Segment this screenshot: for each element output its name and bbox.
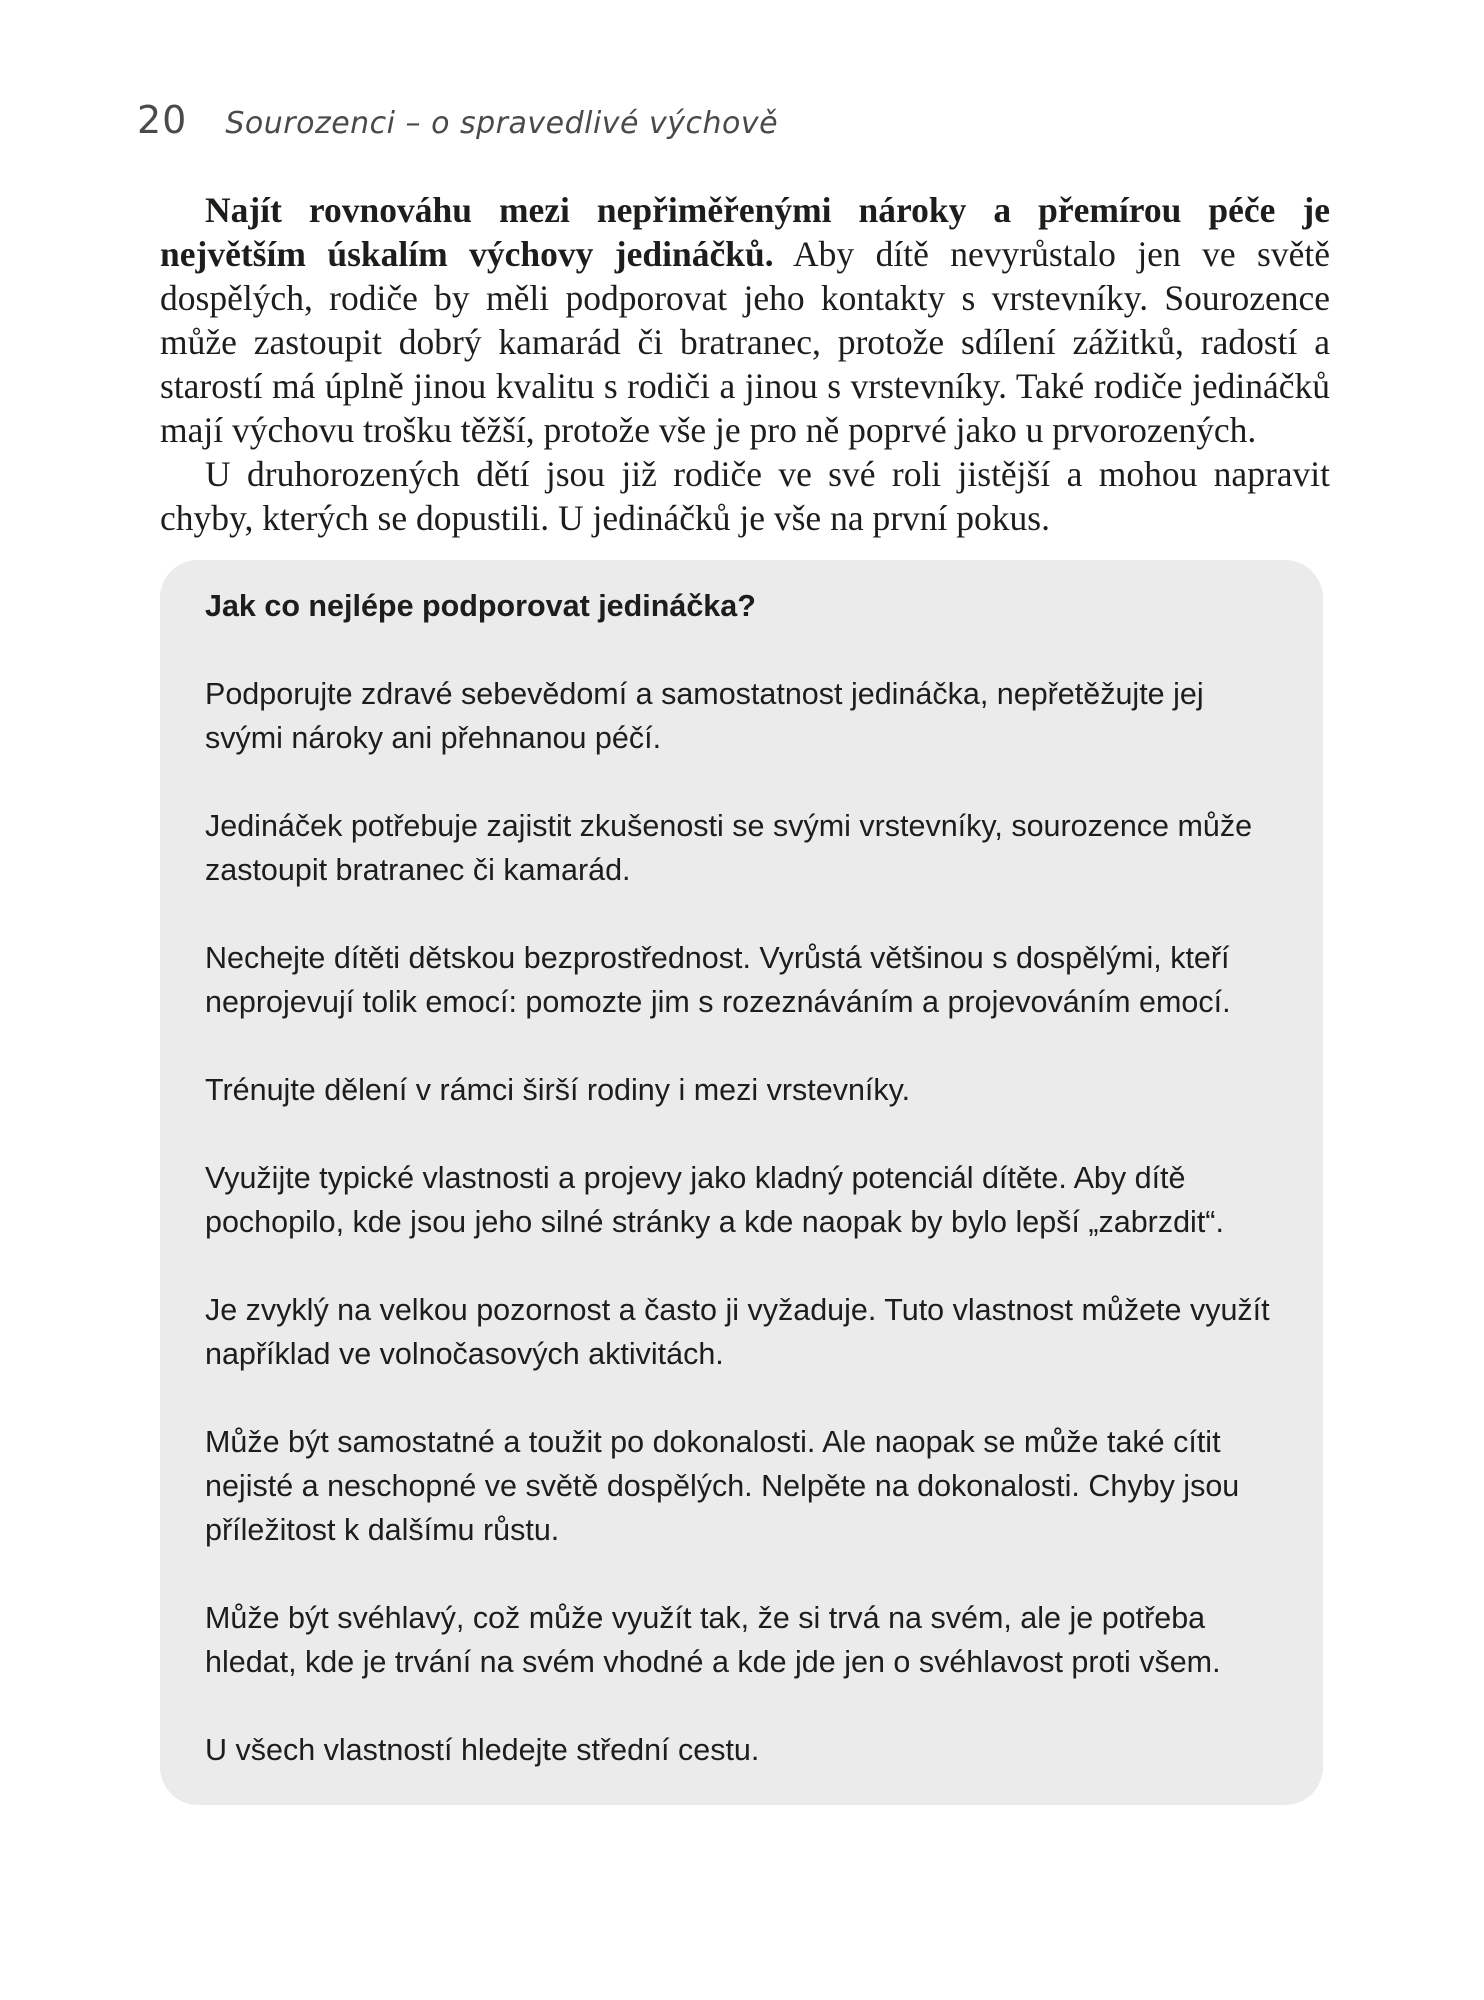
tip-box-title: Jak co nejlépe podporovat jedináčka? (205, 589, 756, 623)
tip-item: Může být svéhlavý, což může využít tak, že si trvá na svém, ale je potřeba hledat, kde je trvání na svém vhodné a kde jde jen o svéhlavost proti všem. (205, 1601, 1221, 1679)
tip-item: Nechejte dítěti dětskou bezprostřednost. Vyrůstá většinou s dospělými, kteří neprojevují tolik emocí: pomozte jim s rozeznáváním a projevováním emocí. (205, 941, 1231, 1019)
paragraph-2: U druhorozených dětí jsou již rodiče ve své roli jistější a mohou napravit chyby, kterých se dopustili. U jedináčků je vše na první pokus. (160, 454, 1330, 538)
tip-item: Podporujte zdravé sebevědomí a samostatnost jedináčka, nepřetěžujte jej svými nároky ani přehnanou péčí. (205, 677, 1204, 755)
tip-item: Jedináček potřebuje zajistit zkušenosti se svými vrstevníky, sourozence může zastoupit bratranec či kamarád. (205, 809, 1253, 887)
tip-item: Je zvyklý na velkou pozornost a často ji vyžaduje. Tuto vlastnost můžete využít například ve volnočasových aktivitách. (205, 1293, 1270, 1371)
tip-item: U všech vlastností hledejte střední cestu. (205, 1733, 760, 1767)
tip-item: Využijte typické vlastnosti a projevy jako kladný potenciál dítěte. Aby dítě pochopilo, kde jsou jeho silné stránky a kde naopak by bylo lepší „zabrzdit“. (205, 1161, 1224, 1239)
running-head (137, 98, 778, 142)
body-text (160, 188, 1330, 540)
tip-box (160, 560, 1323, 1805)
page-number: 20 (137, 98, 188, 142)
paragraph-1-rest: Aby dítě nevyrůstalo jen ve světě dospělých, rodiče by měli podporovat jeho kontakty s vrstevníky. Sourozence může zastoupit dobrý kamarád či bratranec, protože sdílení zážitků, radostí a starostí má úplně jinou kvalitu s rodiči a jinou s vrstevníky. Také rodiče jedináčků mají výchovu trošku těžší, protože vše je pro ně poprvé jako u prvorozených. (160, 234, 1330, 450)
tip-item: Může být samostatné a toužit po dokonalosti. Ale naopak se může také cítit nejisté a neschopné ve světě dospělých. Nelpěte na dokonalosti. Chyby jsou příležitost k dalšímu růstu. (205, 1425, 1240, 1547)
paragraph-1 (160, 188, 1330, 452)
book-title: Sourozenci – o spravedlivé výchově (225, 106, 779, 141)
tip-item: Trénujte dělení v rámci širší rodiny i mezi vrstevníky. (205, 1073, 911, 1107)
paragraph-1-bold-lead: Najít rovnováhu mezi nepřiměřenými nároky a přemírou péče je největším úskalím výchovy jedináčků. (160, 190, 1330, 274)
